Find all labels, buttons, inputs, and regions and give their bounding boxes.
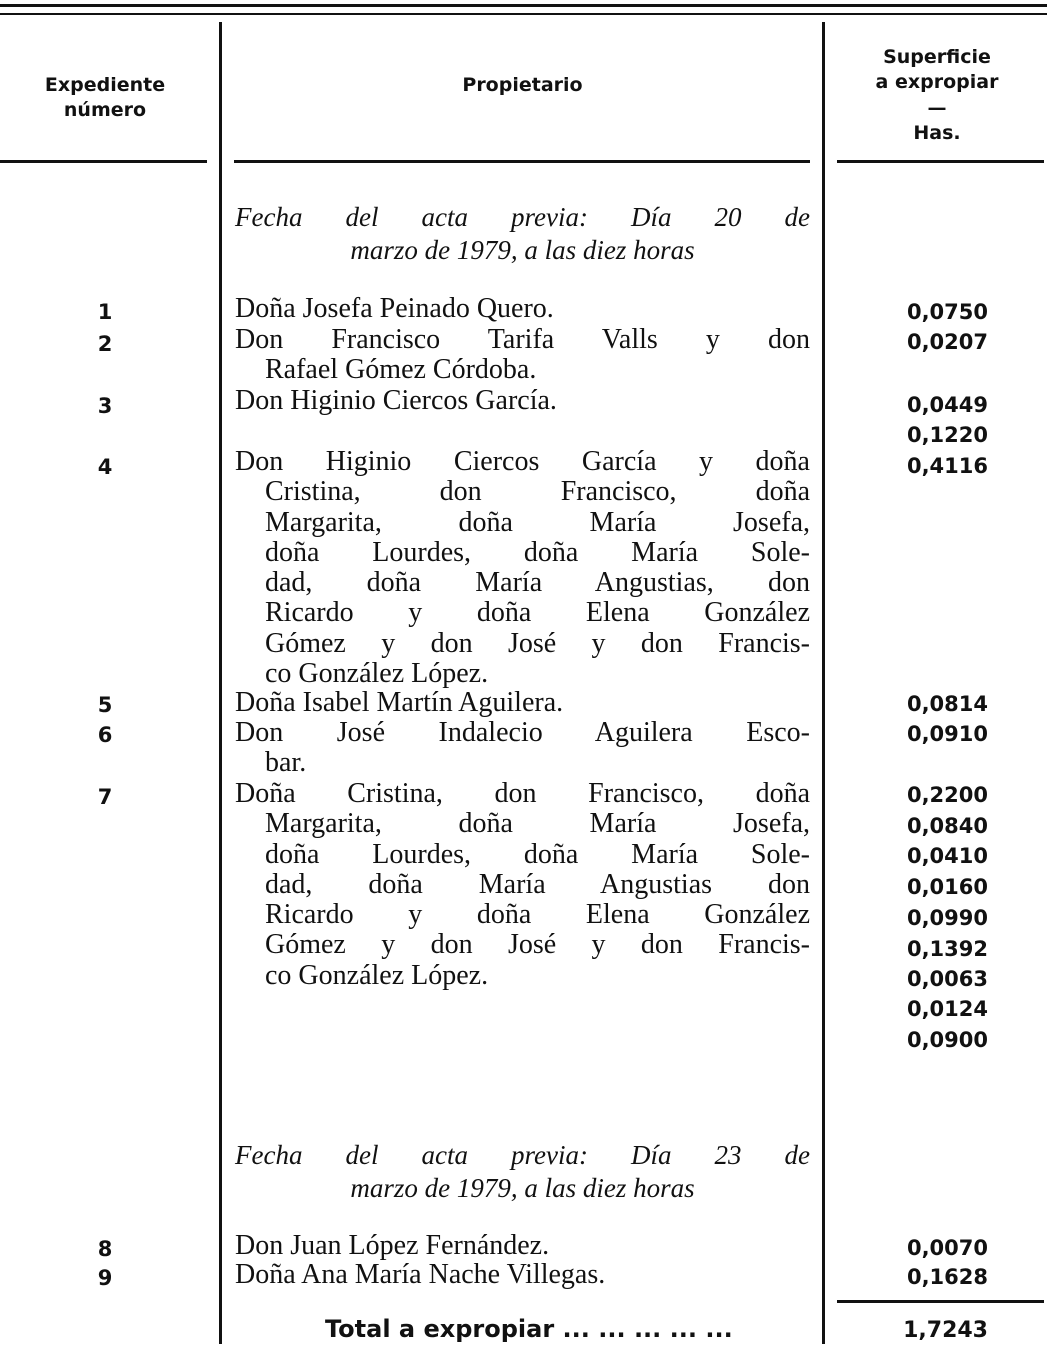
- owner-text: [235, 1260, 810, 1290]
- area-value: 0,0900: [906, 1028, 988, 1052]
- owner-line: Doña Cristina, don Francisco, doña: [235, 778, 810, 809]
- owner-line: Doña Ana María Nache Villegas.: [235, 1259, 606, 1290]
- owner-line: Gómez y don José y don Francis-: [265, 929, 810, 961]
- area-value: 0,4116: [906, 454, 988, 478]
- area-value: 0,0070: [906, 1236, 988, 1260]
- area-value: 0,0750: [906, 300, 988, 324]
- expediente-number: 2: [97, 332, 113, 356]
- owner-line: co González López.: [265, 658, 489, 690]
- area-value: 0,0207: [906, 330, 988, 354]
- total-value: 1,7243: [903, 1318, 988, 1343]
- total-rule: [837, 1300, 1044, 1303]
- section-date-line: marzo de 1979, a las diez horas: [350, 1173, 695, 1203]
- top-rule-thick: [0, 4, 1047, 7]
- expediente-number: 9: [97, 1266, 113, 1290]
- owner-text: [235, 1231, 810, 1261]
- owner-text: [235, 718, 810, 779]
- header-superficie-dash: —: [927, 97, 947, 119]
- owner-line: doña Lourdes, doña María Sole-: [265, 536, 810, 568]
- header-superficie-line1: Superficie: [883, 46, 991, 68]
- owner-line: bar.: [265, 747, 307, 779]
- area-value: 0,0063: [906, 967, 988, 991]
- owner-text: [235, 447, 810, 689]
- column-divider-right: [822, 22, 825, 1344]
- header-expediente-line1: Expediente: [44, 74, 166, 96]
- owner-line: Don Francisco Tarifa Valls y don: [235, 324, 810, 355]
- owner-text: [235, 325, 810, 386]
- area-value: 0,1392: [906, 937, 988, 961]
- expediente-number: 4: [97, 455, 113, 479]
- area-value: 0,0124: [906, 997, 988, 1021]
- area-value: 0,0160: [906, 875, 988, 899]
- header-underline-expediente: [0, 160, 207, 163]
- header-expediente-line2: número: [63, 99, 147, 121]
- owner-line: Doña Josefa Peinado Quero.: [235, 293, 554, 324]
- owner-line: Don Higinio Ciercos García y doña: [235, 446, 810, 477]
- section-date-line: marzo de 1979, a las diez horas: [350, 235, 695, 265]
- owner-line: Margarita, doña María Josefa,: [265, 506, 810, 538]
- expediente-number: 6: [97, 723, 113, 747]
- expediente-number: 5: [97, 693, 113, 717]
- area-value: 0,0814: [906, 692, 988, 716]
- area-value: 0,0910: [906, 722, 988, 746]
- section-date: [235, 201, 810, 267]
- area-value: 0,1220: [906, 423, 988, 447]
- header-superficie-line2: a expropiar: [875, 71, 999, 93]
- owner-line: Margarita, doña María Josefa,: [265, 808, 810, 840]
- owner-line: Ricardo y doña Elena González: [265, 597, 810, 629]
- owner-line: Gómez y don José y don Francis-: [265, 627, 810, 659]
- area-value: 0,0449: [906, 393, 988, 417]
- area-value: 0,0990: [906, 906, 988, 930]
- owner-line: dad, doña María Angustias, don: [265, 567, 810, 599]
- total-label: Total a expropiar ... ... ... ... ...: [325, 1315, 733, 1343]
- area-value: 0,0410: [906, 844, 988, 868]
- owner-line: Cristina, don Francisco, doña: [265, 476, 810, 508]
- header-propietario: Propietario: [462, 74, 583, 96]
- header-underline-superficie: [837, 160, 1044, 163]
- owner-text: [235, 386, 810, 416]
- section-date: [235, 1139, 810, 1205]
- expediente-number: 1: [97, 300, 113, 324]
- owner-line: Don Higinio Ciercos García.: [235, 385, 557, 416]
- expediente-number: 3: [97, 394, 113, 418]
- header-underline-propietario: [234, 160, 810, 163]
- owner-line: Don José Indalecio Aguilera Esco-: [235, 717, 810, 748]
- owner-line: co González López.: [265, 959, 489, 991]
- owner-line: Ricardo y doña Elena González: [265, 899, 810, 931]
- owner-text: [235, 294, 810, 324]
- owner-line: dad, doña María Angustias don: [265, 868, 810, 900]
- area-value: 0,1628: [906, 1265, 988, 1289]
- area-value: 0,2200: [906, 783, 988, 807]
- owner-line: doña Lourdes, doña María Sole-: [265, 838, 810, 870]
- section-date-line: Fecha del acta previa: Día 20 de: [235, 202, 810, 232]
- top-rule-thin: [0, 13, 1047, 15]
- header-superficie: [832, 45, 1042, 146]
- header-expediente: [0, 73, 210, 123]
- owner-line: Don Juan López Fernández.: [235, 1230, 550, 1261]
- owner-text: [235, 779, 810, 991]
- owner-line: Doña Isabel Martín Aguilera.: [235, 687, 564, 718]
- owner-line: Rafael Gómez Córdoba.: [265, 354, 537, 386]
- header-superficie-unit: Has.: [913, 122, 961, 144]
- expediente-number: 7: [97, 785, 113, 809]
- column-divider-left: [219, 22, 222, 1344]
- owner-text: [235, 688, 810, 718]
- section-date-line: Fecha del acta previa: Día 23 de: [235, 1140, 810, 1170]
- area-value: 0,0840: [906, 814, 988, 838]
- expediente-number: 8: [97, 1237, 113, 1261]
